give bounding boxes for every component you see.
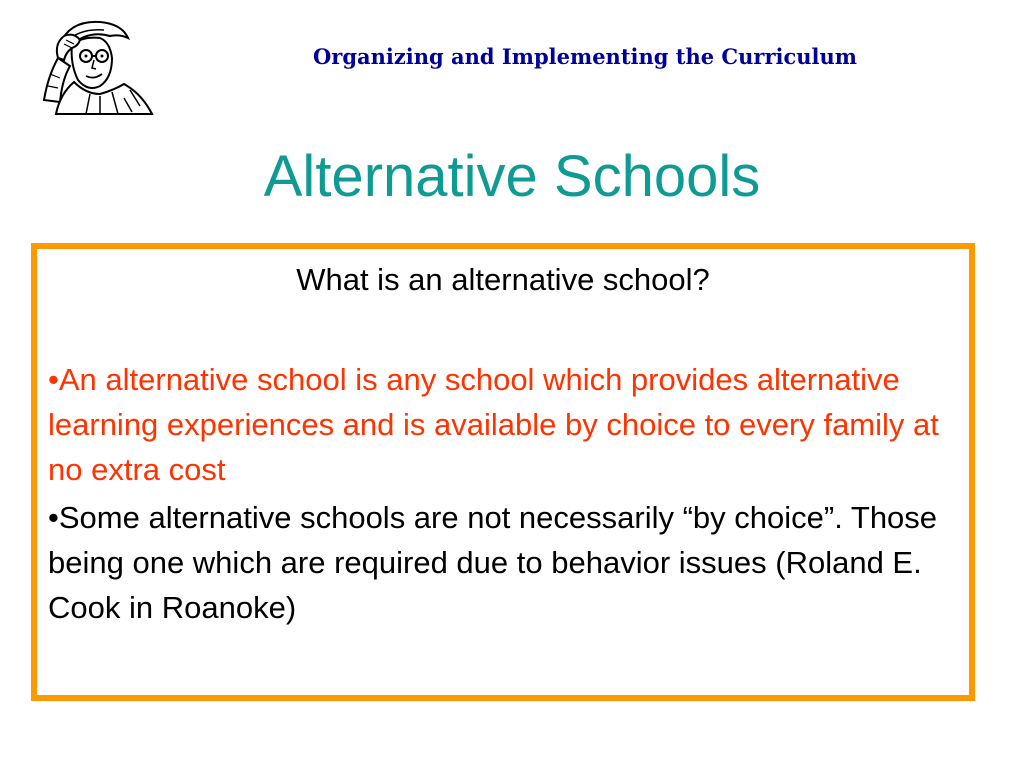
content-box [31,243,975,701]
bullet-not-by-choice: •Some alternative schools are not necessarily “by choice”. Those being one which are required due to behavior issues (Roland E. Cook in Roanoke) [48,500,938,625]
header-title: Organizing and Implementing the Curriculum [312,44,858,69]
bullet-definition: •An alternative school is any school which provides alternative learning experiences and is available by choice to every family at no extra cost [48,362,939,487]
slide-title: Alternative Schools [263,144,761,209]
question-text: What is an alternative school? [296,262,710,297]
thinking-person-clipart-icon [30,14,160,118]
